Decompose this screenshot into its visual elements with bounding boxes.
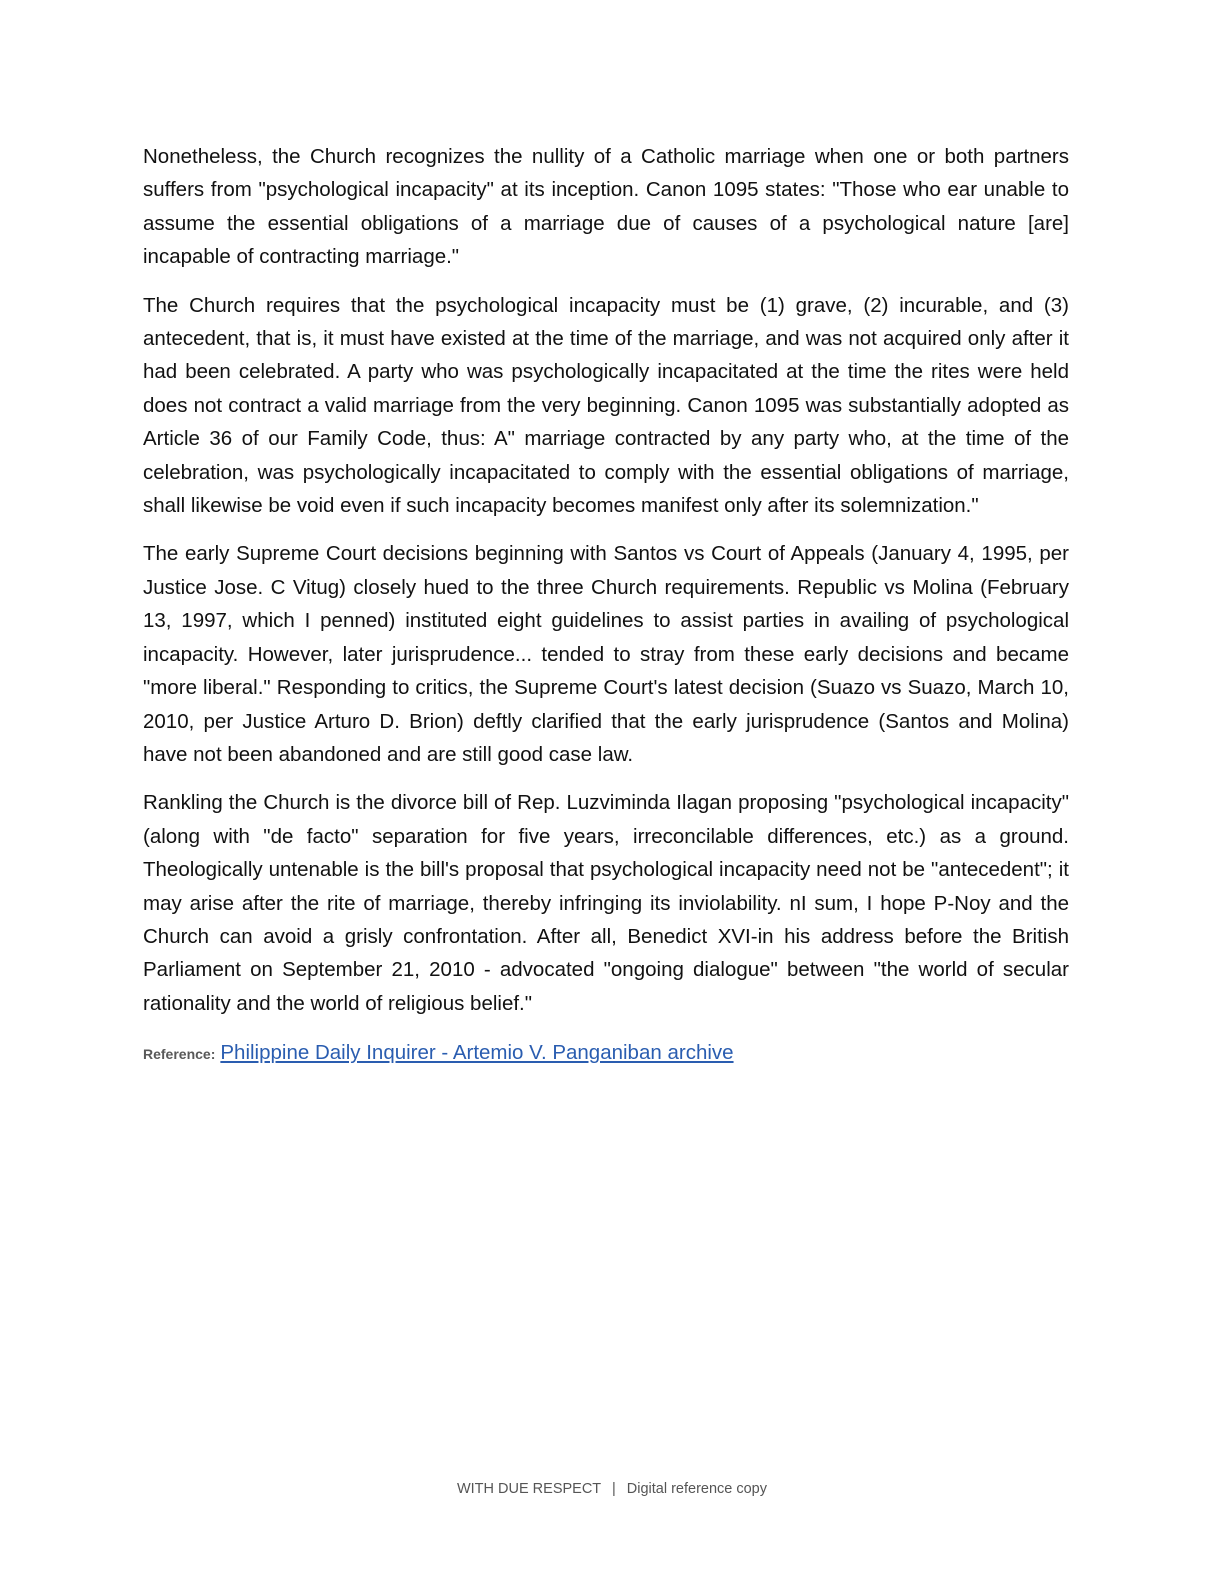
document-body	[143, 140, 1069, 1065]
footer-title: WITH DUE RESPECT	[456, 1481, 601, 1497]
footer-separator: |	[611, 1481, 616, 1497]
paragraph-4: Rankling the Church is the divorce bill of Rep. Luzviminda Ilagan proposing "psychological incapacity" (along with "de facto" separation for five years, irreconcilable differences, etc.) as a ground. Theologically untenable is the bill's proposal that psychological incapacity need not be "antecedent"; it may arise after the rite of marriage, thereby infringing its inviolability. nI sum, I hope P-Noy and the Church can avoid a grisly confrontation. After all, Benedict XVI-in his address before the British Parliament on September 21, 2010 - advocated "ongoing dialogue" between "the world of secular rationality and the world of religious belief."	[143, 791, 1069, 1015]
paragraph-2: The Church requires that the psychological incapacity must be (1) grave, (2) incurable, and (3) antecedent, that is, it must have existed at the time of the marriage, and was not acquired only after it had been celebrated. A party who was psychologically incapacitated at the time the rites were held does not contract a valid marriage from the very beginning. Canon 1095 was substantially adopted as Article 36 of our Family Code, thus: A" marriage contracted by any party who, at the time of the celebration, was psychologically incapacitated to comply with the essential obligations of marriage, shall likewise be void even if such incapacity becomes manifest only after its solemnization."	[143, 293, 1069, 518]
paragraph-1: Nonetheless, the Church recognizes the nullity of a Catholic marriage when one or both partners suffers from "psychological incapacity" at its inception. Canon 1095 states: "Those who ear unable to assume the essential obligations of a marriage due of causes of a psychological nature [are] incapable of contracting marriage."	[143, 145, 1069, 269]
footer-subtitle: Digital reference copy	[626, 1481, 768, 1497]
paragraph-3: The early Supreme Court decisions beginning with Santos vs Court of Appeals (January 4, 1995, per Justice Jose. C Vitug) closely hued to the three Church requirements. Republic vs Molina (February 13, 1997, which I penned) instituted eight guidelines to assist parties in availing of psychological incapacity. However, later jurisprudence... tended to stray from these early decisions and became "more liberal." Responding to critics, the Supreme Court's latest decision (Suazo vs Suazo, March 10, 2010, per Justice Arturo D. Brion) deftly clarified that the early jurisprudence (Santos and Molina) have not been abandoned and are still good case law.	[143, 542, 1069, 766]
reference-line	[143, 1041, 1069, 1065]
reference-link[interactable]: Philippine Daily Inquirer - Artemio V. Panganiban archive	[220, 1041, 734, 1065]
page-footer	[0, 1479, 1224, 1499]
reference-label: Reference:	[143, 1046, 216, 1063]
